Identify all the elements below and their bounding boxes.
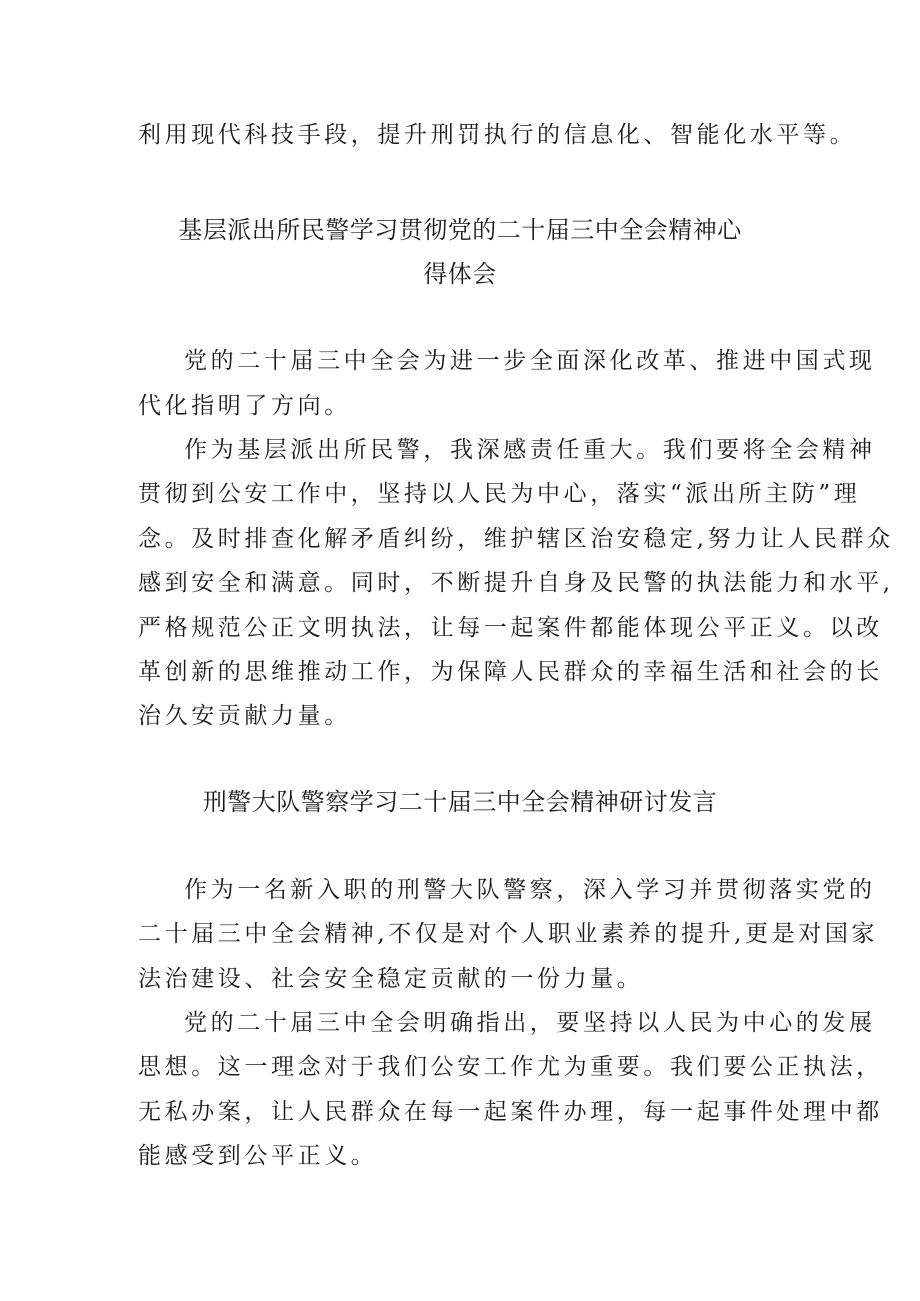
section1-title-line1: 基层派出所民警学习贯彻党的二十届三中全会精神心 [178,216,742,244]
section1-paragraph2-line: 治久安贡献力量。 [138,703,351,729]
section2-paragraph2-line: 能感受到公平正义。 [138,1143,378,1169]
section1-paragraph1-line: 党的二十届三中全会为进一步全面深化改革、推进中国式现 [184,348,876,374]
section1-paragraph2-line: 念。及时排查化解矛盾纠纷，维护辖区治安稳定,努力让人民群众 [138,526,894,552]
section2-paragraph1-line: 二十届三中全会精神,不仅是对个人职业素养的提升,更是对国家 [138,921,879,947]
section1-title-line2: 得体会 [423,260,497,288]
section1-paragraph1-line: 代化指明了方向。 [138,393,351,419]
section1-paragraph2-line: 严格规范公正文明执法，让每一起案件都能体现公平正义。以改 [138,615,883,641]
section2-paragraph1-line: 作为一名新入职的刑警大队警察，深入学习并贯彻落实党的 [184,877,876,903]
section1-paragraph2-line: 革创新的思维推动工作，为保障人民群众的幸福生活和社会的长 [138,659,883,685]
section2-paragraph2-line: 党的二十届三中全会明确指出，要坚持以人民为中心的发展 [184,1010,876,1036]
section2-paragraph2-line: 无私办案，让人民群众在每一起案件办理，每一起事件处理中都 [138,1099,883,1125]
section2-paragraph1-line: 法治建设、社会安全稳定贡献的一份力量。 [138,966,644,992]
intro-paragraph-line: 利用现代科技手段，提升刑罚执行的信息化、智能化水平等。 [138,122,857,148]
section1-paragraph2-line: 作为基层派出所民警，我深感责任重大。我们要将全会精神 [184,437,876,463]
section1-paragraph2-line: 贯彻到公安工作中，坚持以人民为中心，落实“派出所主防”理 [138,481,861,507]
section2-title: 刑警大队警察学习二十届三中全会精神研讨发言 [202,788,718,816]
section2-paragraph2-line: 思想。这一理念对于我们公安工作尤为重要。我们要公正执法， [138,1054,883,1080]
section1-paragraph2-line: 感到安全和满意。同时，不断提升自身及民警的执法能力和水平, [138,570,894,596]
